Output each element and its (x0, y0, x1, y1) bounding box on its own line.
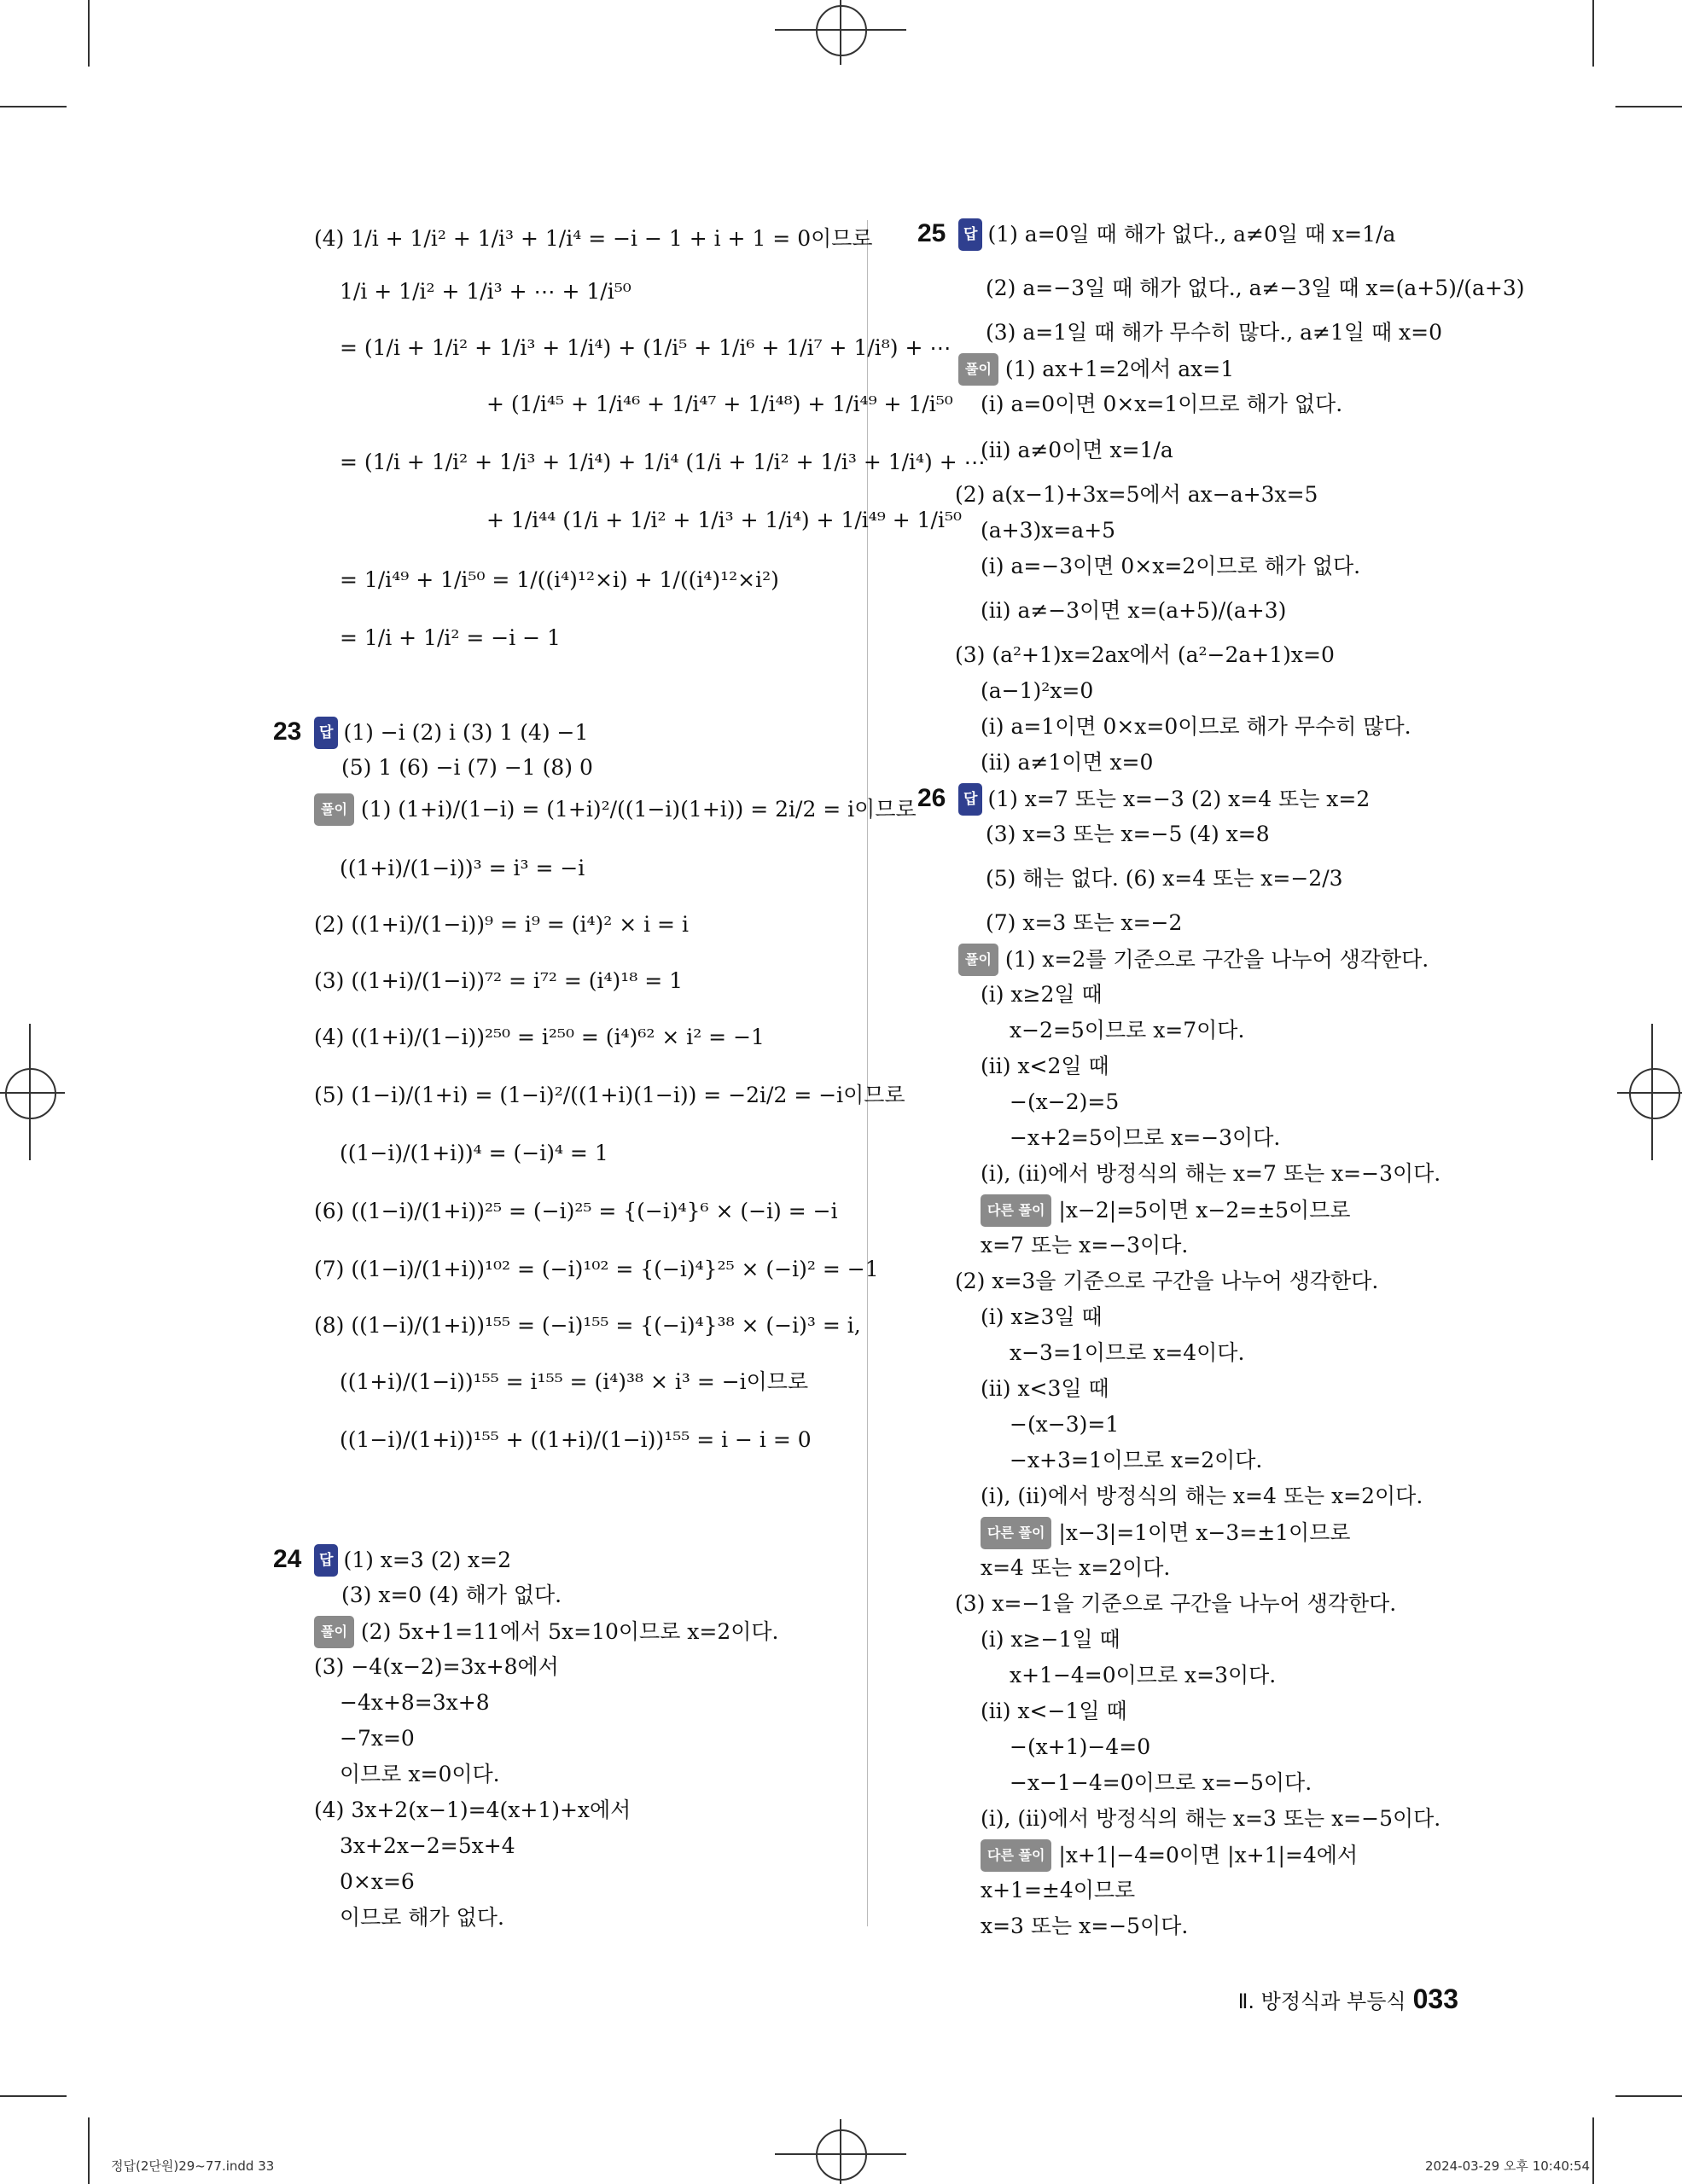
math-line: ((1+i)/(1−i))¹⁵⁵ = i¹⁵⁵ = (i⁴)³⁸ × i³ = −i이므로 (340, 1369, 809, 1394)
math-line: (4) 3x+2(x−1)=4(x+1)+x에서 (314, 1798, 631, 1822)
math-line: (2) ((1+i)/(1−i))⁹ = i⁹ = (i⁴)² × i = i (314, 912, 689, 937)
math-line: (3) x=−1을 기준으로 구간을 나누어 생각한다. (955, 1591, 1397, 1616)
answer-line (309, 1544, 511, 1577)
solution-badge: 풀이 (314, 1616, 354, 1648)
math-line: (2) a(x−1)+3x=5에서 ax−a+3x=5 (955, 482, 1318, 507)
alt-solution-text: |x−3|=1이면 x−3=±1이므로 (1058, 1520, 1351, 1545)
math-line: (5) (1−i)/(1+i) = (1−i)²/((1+i)(1−i)) = −2i/2 = −i이므로 (314, 1083, 905, 1107)
section-title: Ⅱ. 방정식과 부등식 (1237, 1989, 1406, 2013)
registration-mark (1629, 1068, 1680, 1119)
registration-line (29, 1024, 31, 1160)
page-footer (1238, 1984, 1458, 2015)
crop-mark (1615, 2095, 1682, 2097)
answer-line: (5) 해는 없다. (6) x=4 또는 x=−2/3 (986, 866, 1343, 891)
math-line: −7x=0 (340, 1726, 415, 1751)
math-line: −x+2=5이므로 x=−3이다. (1010, 1125, 1281, 1150)
math-line: −x+3=1이므로 x=2이다. (1010, 1448, 1263, 1472)
solution-badge: 풀이 (314, 793, 354, 826)
alt-solution-text: |x+1|−4=0이면 |x+1|=4에서 (1058, 1843, 1359, 1867)
math-line: (6) ((1−i)/(1+i))²⁵ = (−i)²⁵ = {(−i)⁴}⁶ × (−i) = −i (314, 1199, 838, 1223)
registration-mark (816, 5, 867, 56)
answer-line: (3) x=0 (4) 해가 없다. (341, 1583, 562, 1607)
answer-line (309, 717, 588, 749)
math-line: (ⅰ) a=1이면 0×x=0이므로 해가 무수히 많다. (981, 714, 1411, 739)
problem-number: 26 (917, 784, 946, 812)
solution-badge: 풀이 (958, 944, 998, 976)
math-line: = 1/i + 1/i² = −i − 1 (340, 625, 561, 650)
answer-line: (3) a=1일 때 해가 무수히 많다., a≠1일 때 x=0 (986, 320, 1442, 345)
answer-line: (7) x=3 또는 x=−2 (986, 910, 1183, 935)
math-line: −(x−3)=1 (1010, 1412, 1120, 1437)
solution-line (958, 353, 1234, 386)
registration-line (840, 0, 841, 65)
answer-line: (3) x=3 또는 x=−5 (4) x=8 (986, 822, 1270, 846)
math-line: ((1+i)/(1−i))³ = i³ = −i (340, 856, 585, 880)
math-line: (4) ((1+i)/(1−i))²⁵⁰ = i²⁵⁰ = (i⁴)⁶² × i² = −1 (314, 1025, 765, 1049)
alt-solution-line (981, 1194, 1351, 1227)
math-line: x+1−4=0이므로 x=3이다. (1010, 1663, 1277, 1687)
math-line: 1/i + 1/i² + 1/i³ + ⋯ + 1/i⁵⁰ (340, 279, 631, 304)
math-line: 이므로 해가 없다. (340, 1905, 504, 1930)
math-line: x−3=1이므로 x=4이다. (1010, 1340, 1245, 1365)
math-line: −4x+8=3x+8 (340, 1690, 490, 1715)
math-line: x=3 또는 x=−5이다. (981, 1914, 1189, 1938)
math-line: (ⅰ) x≥−1일 때 (981, 1627, 1120, 1652)
math-line: (7) ((1−i)/(1+i))¹⁰² = (−i)¹⁰² = {(−i)⁴}²⁵ × (−i)² = −1 (314, 1257, 879, 1281)
solution-text: (2) 5x+1=11에서 5x=10이므로 x=2이다. (360, 1619, 779, 1644)
alt-solution-badge: 다른 풀이 (981, 1517, 1051, 1549)
math-line: (ⅰ), (ⅱ)에서 방정식의 해는 x=4 또는 x=2이다. (981, 1484, 1423, 1508)
page-number: 033 (1412, 1984, 1458, 2014)
answer-line (953, 218, 1395, 251)
crop-mark (88, 2117, 90, 2184)
math-line: (a−1)²x=0 (981, 678, 1094, 703)
print-slug-timestamp: 2024-03-29 오후 10:40:54 (1425, 2158, 1591, 2174)
math-line: = 1/i⁴⁹ + 1/i⁵⁰ = 1/((i⁴)¹²×i) + 1/((i⁴)¹²×i²) (340, 567, 779, 592)
answer-badge: 답 (958, 783, 982, 816)
math-line: (ⅰ) x≥2일 때 (981, 982, 1103, 1007)
solution-text: (1) x=2를 기준으로 구간을 나누어 생각한다. (1004, 947, 1429, 972)
solution-line (314, 1616, 779, 1648)
math-line: (3) ((1+i)/(1−i))⁷² = i⁷² = (i⁴)¹⁸ = 1 (314, 968, 684, 993)
math-line: (ⅱ) a≠0이면 x=1/a (981, 438, 1173, 462)
math-line: = (1/i + 1/i² + 1/i³ + 1/i⁴) + 1/i⁴ (1/i + 1/i² + 1/i³ + 1/i⁴) + ⋯ (340, 450, 986, 474)
math-line: 3x+2x−2=5x+4 (340, 1833, 515, 1858)
math-line: (4) 1/i + 1/i² + 1/i³ + 1/i⁴ = −i − 1 + i + 1 = 0이므로 (314, 226, 873, 251)
math-line: ((1−i)/(1+i))¹⁵⁵ + ((1+i)/(1−i))¹⁵⁵ = i − i = 0 (340, 1427, 812, 1452)
problem-number: 23 (273, 717, 302, 746)
math-line: (ⅰ) x≥3일 때 (981, 1304, 1103, 1329)
math-line: (ⅰ), (ⅱ)에서 방정식의 해는 x=7 또는 x=−3이다. (981, 1161, 1441, 1186)
math-line: + 1/i⁴⁴ (1/i + 1/i² + 1/i³ + 1/i⁴) + 1/i⁴⁹ + 1/i⁵⁰ (486, 508, 963, 532)
answer-text: (1) x=7 또는 x=−3 (2) x=4 또는 x=2 (987, 787, 1371, 811)
math-line: (8) ((1−i)/(1+i))¹⁵⁵ = (−i)¹⁵⁵ = {(−i)⁴}³⁸ × (−i)³ = i, (314, 1313, 861, 1338)
answer-badge: 답 (314, 1544, 338, 1577)
math-line: −(x+1)−4=0 (1010, 1734, 1151, 1759)
print-slug-file: 정답(2단원)29~77.indd 33 (111, 2158, 275, 2174)
solution-text: (1) (1+i)/(1−i) = (1+i)²/((1−i)(1+i)) = 2i/2 = i이므로 (360, 797, 917, 822)
solution-line (958, 944, 1429, 976)
math-line: −x−1−4=0이므로 x=−5이다. (1010, 1770, 1312, 1795)
registration-line (0, 1092, 65, 1094)
math-line: 0×x=6 (340, 1869, 415, 1894)
crop-mark (0, 2095, 67, 2097)
math-line: (2) x=3을 기준으로 구간을 나누어 생각한다. (955, 1269, 1379, 1293)
math-line: (ⅱ) x<−1일 때 (981, 1699, 1127, 1723)
math-line: (a+3)x=a+5 (981, 518, 1116, 543)
answer-text: (1) a=0일 때 해가 없다., a≠0일 때 x=1/a (987, 222, 1396, 247)
math-line: (3) −4(x−2)=3x+8에서 (314, 1654, 559, 1679)
math-line: (ⅰ) a=−3이면 0×x=2이므로 해가 없다. (981, 554, 1361, 578)
math-line: ((1−i)/(1+i))⁴ = (−i)⁴ = 1 (340, 1141, 608, 1165)
math-line: −(x−2)=5 (1010, 1089, 1120, 1114)
math-line: (ⅱ) a≠1이면 x=0 (981, 750, 1154, 775)
registration-mark (5, 1068, 56, 1119)
math-line: x=4 또는 x=2이다. (981, 1555, 1171, 1580)
registration-line (840, 2119, 841, 2184)
alt-solution-badge: 다른 풀이 (981, 1839, 1051, 1872)
solution-text: (1) ax+1=2에서 ax=1 (1004, 357, 1235, 381)
answer-badge: 답 (958, 218, 982, 251)
alt-solution-line (981, 1517, 1351, 1549)
answer-line: (5) 1 (6) −i (7) −1 (8) 0 (341, 755, 593, 780)
crop-mark (1615, 106, 1682, 107)
crop-mark (1592, 0, 1594, 67)
problem-number: 25 (917, 219, 946, 247)
answer-line (953, 783, 1370, 816)
math-line: (3) (a²+1)x=2ax에서 (a²−2a+1)x=0 (955, 642, 1335, 667)
answer-line: (2) a=−3일 때 해가 없다., a≠−3일 때 x=(a+5)/(a+3) (986, 276, 1525, 300)
alt-solution-text: |x−2|=5이면 x−2=±5이므로 (1058, 1198, 1351, 1223)
answer-text: (1) x=3 (2) x=2 (343, 1548, 512, 1572)
math-line: + (1/i⁴⁵ + 1/i⁴⁶ + 1/i⁴⁷ + 1/i⁴⁸) + 1/i⁴⁹ + 1/i⁵⁰ (486, 392, 953, 416)
math-line: (ⅱ) x<2일 때 (981, 1054, 1109, 1078)
alt-solution-badge: 다른 풀이 (981, 1194, 1051, 1227)
registration-line (1651, 1024, 1653, 1160)
crop-mark (1592, 2117, 1594, 2184)
crop-mark (0, 106, 67, 107)
math-line: (ⅰ) a=0이면 0×x=1이므로 해가 없다. (981, 392, 1343, 416)
solution-line (314, 793, 917, 826)
math-line: (ⅱ) a≠−3이면 x=(a+5)/(a+3) (981, 598, 1287, 623)
math-line: = (1/i + 1/i² + 1/i³ + 1/i⁴) + (1/i⁵ + 1/i⁶ + 1/i⁷ + 1/i⁸) + ⋯ (340, 335, 952, 360)
math-line: x+1=±4이므로 (981, 1878, 1136, 1902)
crop-mark (88, 0, 90, 67)
math-line: x−2=5이므로 x=7이다. (1010, 1018, 1245, 1043)
answer-badge: 답 (314, 717, 338, 749)
math-line: 이므로 x=0이다. (340, 1762, 500, 1786)
registration-line (1617, 1092, 1682, 1094)
math-line: x=7 또는 x=−3이다. (981, 1233, 1189, 1258)
math-line: (ⅰ), (ⅱ)에서 방정식의 해는 x=3 또는 x=−5이다. (981, 1806, 1441, 1831)
registration-mark (816, 2129, 867, 2181)
math-line: (ⅱ) x<3일 때 (981, 1376, 1109, 1401)
alt-solution-line (981, 1839, 1358, 1872)
problem-number: 24 (273, 1545, 302, 1573)
answer-text: (1) −i (2) i (3) 1 (4) −1 (343, 720, 589, 745)
solution-badge: 풀이 (958, 353, 998, 386)
